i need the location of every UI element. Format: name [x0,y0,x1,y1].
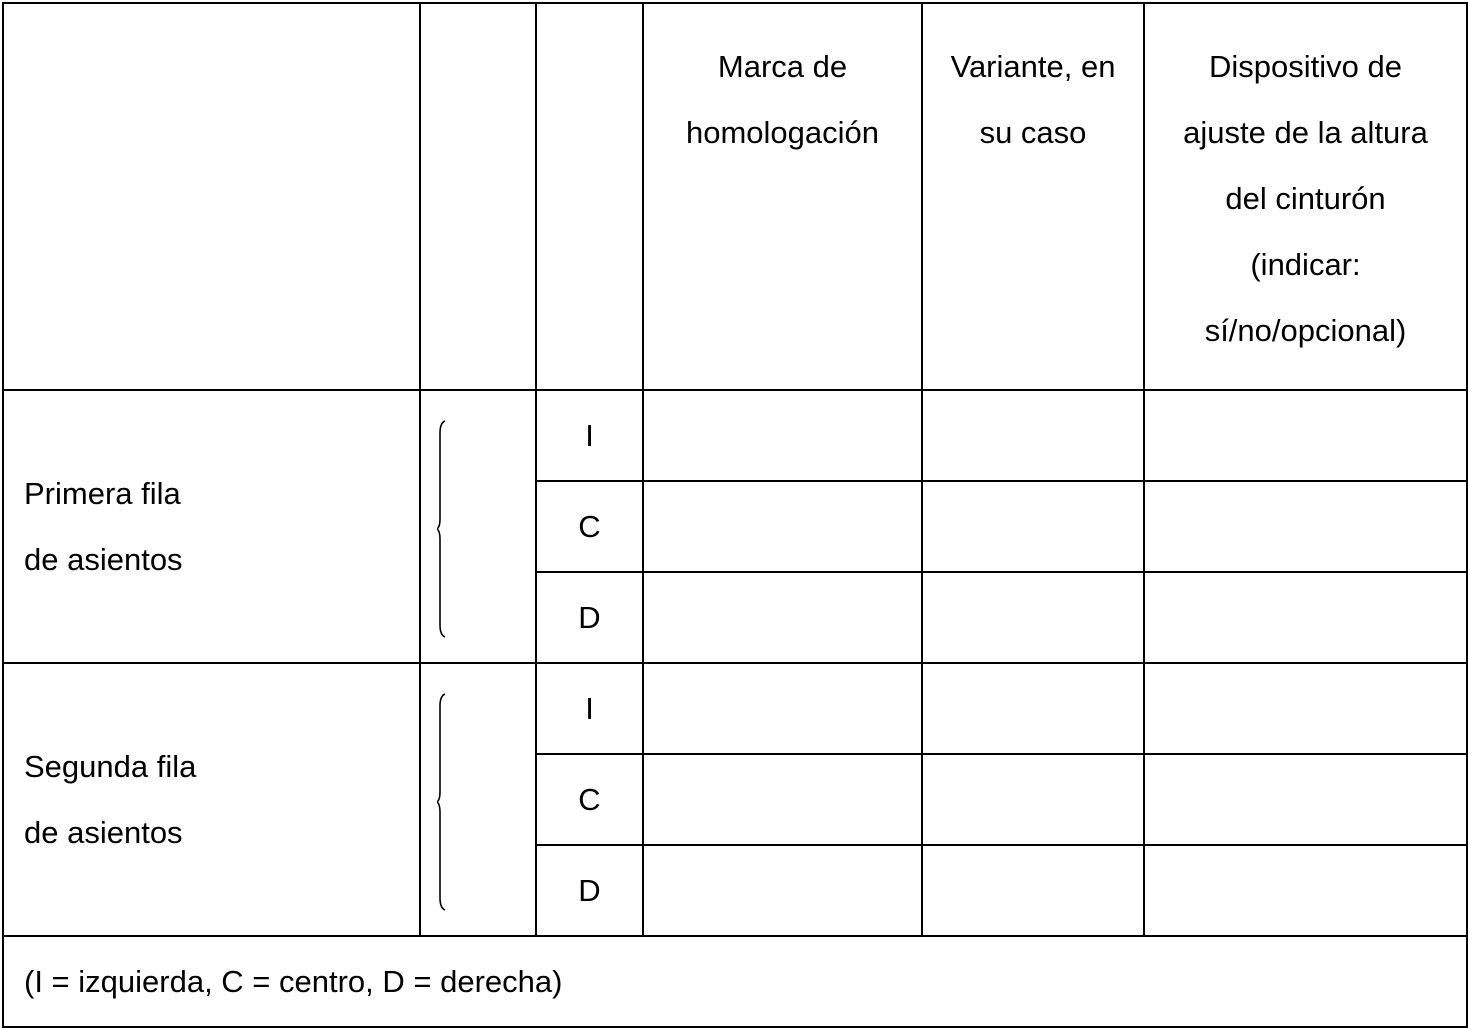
brand-input-cell[interactable] [643,390,922,481]
brand-input-cell[interactable] [643,572,922,663]
table-row [3,390,1467,481]
brand-input-cell[interactable] [643,754,922,845]
brace-icon [437,419,453,639]
header-device-cell [1144,3,1467,390]
brace-cell [420,663,536,936]
row-label-second: Segunda fila de asientos [3,663,420,936]
header-variant-cell [922,3,1144,390]
table-row [3,663,1467,754]
header-empty-cell [536,3,643,390]
brand-input-cell[interactable] [643,845,922,936]
header-empty-cell [420,3,536,390]
brace-cell [420,390,536,663]
header-empty-cell [3,3,420,390]
footnote-row [3,936,1467,1027]
variant-input-cell[interactable] [922,572,1144,663]
brand-input-cell[interactable] [643,481,922,572]
variant-input-cell[interactable] [922,754,1144,845]
position-cell: C [536,754,643,845]
device-input-cell[interactable] [1144,845,1467,936]
header-row [3,3,1467,390]
device-input-cell[interactable] [1144,754,1467,845]
position-cell: C [536,481,643,572]
header-brand-label: Marca de homologación [685,49,880,150]
position-cell: I [536,663,643,754]
seat-belt-table [2,2,1468,1028]
position-cell: I [536,390,643,481]
position-cell: D [536,845,643,936]
brace-icon [437,692,453,912]
position-cell: D [536,572,643,663]
variant-input-cell[interactable] [922,663,1144,754]
device-input-cell[interactable] [1144,663,1467,754]
header-device-label: Dispositivo de ajuste de la altura del cinturón (indicar: sí/no/opcional) [1183,49,1428,348]
brand-input-cell[interactable] [643,663,922,754]
variant-input-cell[interactable] [922,845,1144,936]
footnote: (I = izquierda, C = centro, D = derecha) [3,936,1467,1027]
device-input-cell[interactable] [1144,481,1467,572]
device-input-cell[interactable] [1144,390,1467,481]
header-brand-cell [643,3,922,390]
variant-input-cell[interactable] [922,481,1144,572]
header-variant-label: Variante, en su caso [950,49,1116,150]
device-input-cell[interactable] [1144,572,1467,663]
variant-input-cell[interactable] [922,390,1144,481]
row-label-first: Primera fila de asientos [3,390,420,663]
